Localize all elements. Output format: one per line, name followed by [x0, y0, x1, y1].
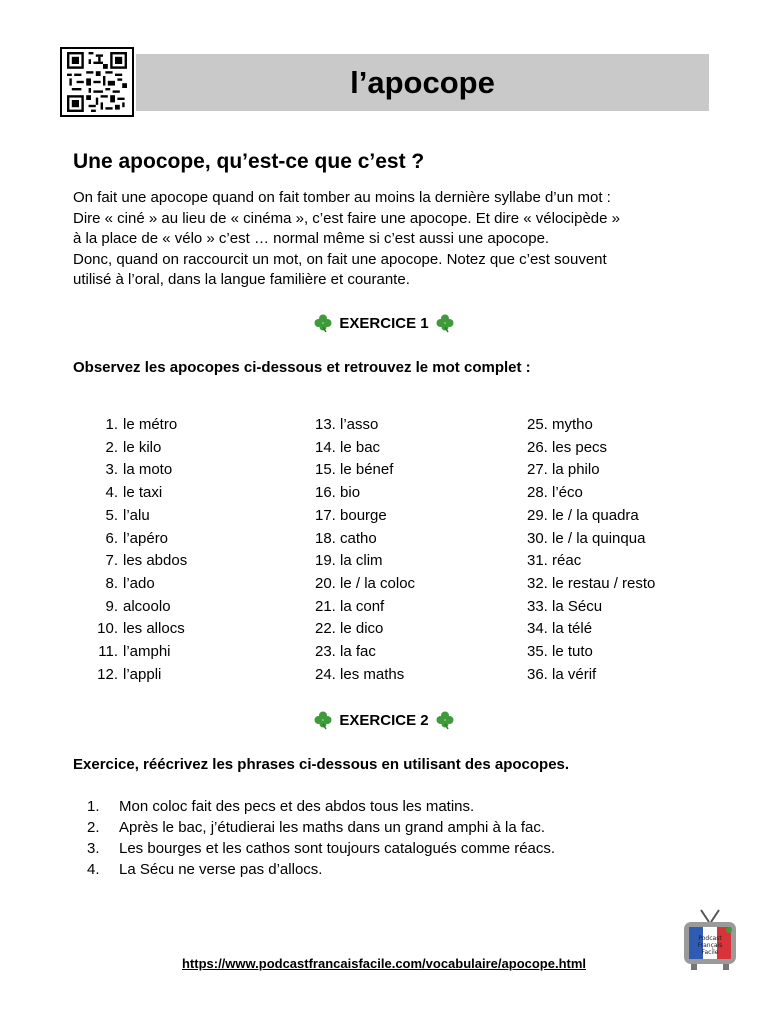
list-item: 24. les maths	[315, 665, 405, 683]
list-item: 28. l’éco	[527, 484, 583, 502]
list-item: 1. Mon coloc fait des pecs et des abdos tous les matins.	[87, 798, 475, 815]
clover-icon	[313, 710, 333, 730]
list-item: 27. la philo	[527, 461, 600, 479]
word-list-column-3	[527, 414, 655, 686]
intro-line: utilisé à l’oral, dans la langue familière et courante.	[73, 271, 410, 288]
list-item: 21. la conf	[315, 597, 385, 615]
word-list-column-1	[91, 414, 187, 686]
list-item: 15. le bénef	[315, 461, 394, 479]
intro-paragraph	[73, 188, 713, 291]
page-title: l’apocope	[136, 54, 709, 111]
list-item: 4. le taxi	[105, 484, 163, 502]
svg-text:Facile: Facile	[701, 949, 719, 956]
list-item: 34. la télé	[527, 620, 593, 638]
clover-icon	[435, 710, 455, 730]
intro-line: à la place de « vélo » c’est … normal même si c’est aussi une apocope.	[73, 230, 550, 247]
list-item: 35. le tuto	[527, 643, 593, 661]
list-item: 13. l’asso	[315, 416, 379, 433]
list-item: 17. bourge	[315, 506, 387, 524]
list-item: 29. le / la quadra	[527, 506, 639, 524]
list-item: 11. l’amphi	[98, 643, 171, 661]
section-heading: Une apocope, qu’est-ce que c’est ?	[73, 150, 425, 173]
exercise-1-instruction: Observez les apocopes ci-dessous et retrouvez le mot complet :	[73, 359, 531, 376]
list-item: 18. catho	[315, 529, 377, 547]
list-item: 36. la vérif	[527, 665, 597, 683]
list-item: 1. le métro	[105, 416, 178, 433]
list-item: 2. le kilo	[105, 438, 162, 456]
list-item: 9. alcoolo	[105, 597, 171, 615]
list-item: 20. le / la coloc	[315, 574, 416, 592]
list-item: 10. les allocs	[97, 620, 185, 638]
list-item: 31. réac	[527, 552, 582, 570]
list-item: 5. l’alu	[105, 506, 150, 524]
list-item: 12. l’appli	[97, 665, 162, 683]
list-item: 32. le restau / resto	[527, 574, 656, 592]
exercise-1-title: EXERCICE 1	[339, 314, 429, 332]
exercise-1-heading	[0, 313, 768, 333]
word-list-column-2	[315, 414, 415, 686]
list-item: 25. mytho	[527, 416, 593, 433]
list-item: 22. le dico	[315, 620, 384, 638]
intro-line: On fait une apocope quand on fait tomber au moins la dernière syllabe d’un mot :	[73, 189, 611, 206]
svg-text:Français: Français	[697, 942, 723, 949]
podcast-tv-logo-icon	[681, 908, 739, 972]
qr-code[interactable]	[60, 47, 134, 117]
list-item: 6. l’apéro	[105, 529, 169, 547]
source-link[interactable]: https://www.podcastfrancaisfacile.com/vocabulaire/apocope.html	[181, 956, 587, 971]
qr-code-icon	[67, 52, 127, 112]
list-item: 8. l’ado	[105, 574, 155, 592]
exercise-2-instruction: Exercice, réécrivez les phrases ci-dessous en utilisant des apocopes.	[73, 756, 570, 773]
list-item: 14. le bac	[315, 438, 381, 456]
list-item: 19. la clim	[315, 552, 383, 570]
list-item: 30. le / la quinqua	[527, 529, 646, 547]
clover-icon	[435, 313, 455, 333]
list-item: 2. Après le bac, j’étudierai les maths dans un grand amphi à la fac.	[87, 819, 546, 836]
list-item: 16. bio	[315, 484, 361, 502]
clover-icon	[313, 313, 333, 333]
intro-line: Donc, quand on raccourcit un mot, on fait une apocope. Notez que c’est souvent	[73, 250, 607, 268]
svg-text:Podcast: Podcast	[698, 935, 722, 942]
intro-line: Dire « ciné » au lieu de « cinéma », c’est faire une apocope. Et dire « vélocipède »	[73, 209, 621, 227]
list-item: 3. Les bourges et les cathos sont toujours catalogués comme réacs.	[87, 840, 556, 857]
list-item: 26. les pecs	[527, 438, 608, 456]
exercise-2-title: EXERCICE 2	[339, 711, 429, 729]
list-item: 4. La Sécu ne verse pas d’allocs.	[87, 861, 323, 878]
list-item: 23. la fac	[315, 643, 376, 661]
list-item: 7. les abdos	[105, 552, 188, 570]
sentence-list	[87, 796, 555, 880]
exercise-2-heading	[0, 710, 768, 730]
list-item: 33. la Sécu	[527, 597, 603, 615]
list-item: 3. la moto	[105, 461, 173, 479]
